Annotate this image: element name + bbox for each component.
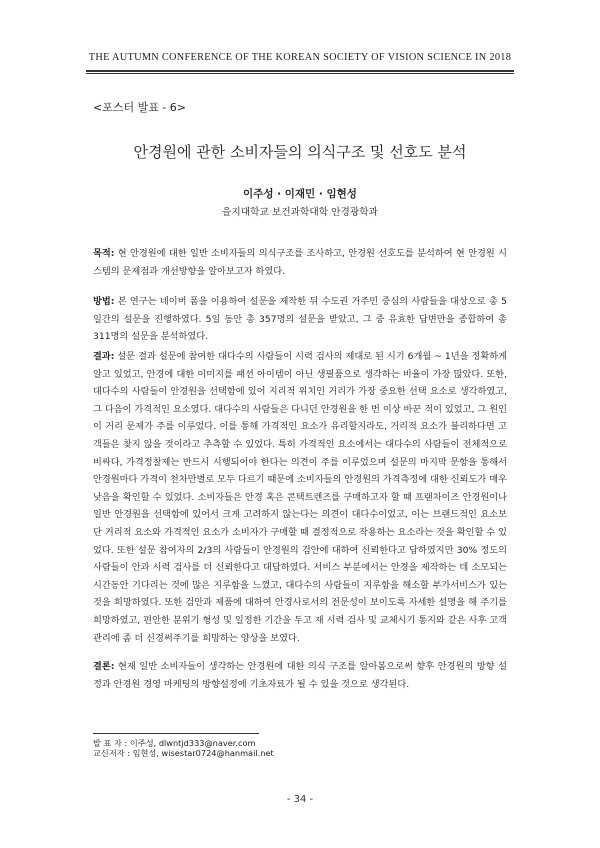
page-number: - 34 -	[286, 794, 314, 805]
purpose-text: 현 안경원에 대한 일반 소비자들의 의식구조를 조사하고, 안경원 선호도를 분석하여 현 안경원 시스템의 문제점과 개선방향을 알아보고자 하였다.	[93, 248, 507, 277]
conference-header: THE AUTUMN CONFERENCE OF THE KOREAN SOCIETY OF VISION SCIENCE IN 2018	[88, 52, 512, 63]
header-rule-thin	[86, 73, 514, 74]
paper-title: 안경원에 관한 소비자들의 의식구조 및 선호도 분석	[133, 143, 467, 161]
session-label: <포스터 발표 - 6>	[93, 101, 187, 114]
footnote-presenter: 발 표 자 : 이주성, dlwntjd333@naver.com	[93, 738, 256, 748]
affiliation: 을지대학교 보건과학대학 안경광학과	[222, 207, 378, 218]
authors: 이주성 · 이재민 · 임현성	[243, 188, 357, 200]
result-label: 결과:	[93, 351, 115, 362]
conclusion-section	[93, 658, 507, 693]
header-rule-thick	[86, 70, 514, 72]
method-text: 본 연구는 네이버 폼을 이용하여 설문을 제작한 뒤 수도권 거주민 중심의 사람들을 대상으로 총 5일간의 설문을 진행하였다. 5일 동안 총 357명의 설문을 받았고, 그 중 유효한 답변만을 종합하여 총 311명의 설문을 분석하였다.	[93, 296, 507, 343]
conclusion-text: 현재 일반 소비자들이 생각하는 안경원에 대한 의식 구조를 알아봄으로써 향후 안경원의 방향 설정과 안경원 경영 마케팅의 방향설정에 기초자료가 될 수 있을 것으로 생각된다.	[93, 661, 507, 690]
purpose-label: 목적:	[93, 248, 115, 259]
method-label: 방법:	[93, 296, 115, 307]
result-text: 설문 결과 설문에 참여한 대다수의 사람들이 시력 검사의 제대로 된 시기 6개월 ~ 1년을 정확하게 알고 있었고, 안경에 대한 이미지를 패션 아이템이 아닌 생필품으로 생각하는 비율이 가장 많았다. 또한, 대다수의 사람들이 안경원을 선택함에 있어 지리적 위치인 거리가 가장 중요한 선택 요소로 생각하였고, 그 다음이 가격적인 요소였다. 대다수의 사람들은 다니던 안경원을 한 번 이상 바꾼 적이 있었고, 그 원인이 거리 문제가 주를 이루었다. 이를 통해 가격적인 요소가 유리할지라도, 거리적 요소가 불리하다면 고객들은 찾지 않을 것이라고 추측할 수 있었다. 특히 가격적인 요소에서는 대다수의 사람들이 전체적으로 비싸다, 가격정찰제는 반드시 시행되어야 한다는 의견이 주를 이루었으며 설문의 마지막 문항을 통해서 안경원마다 가격이 천차만별로 모두 다르기 때문에 소비자들의 안경원의 가격측정에 대한 신뢰도가 매우 낮음을 확인할 수 있었다. 소비자들은 안경 혹은 콘택트렌즈를 구매하고자 할 때 프랜차이즈 안경원이나 일반 안경원을 선택함에 있어서 크게 고려하지 않는다는 의견이 대다수이었고, 이는 브랜드적인 요소보단 거리적 요소와 가격적인 요소가 소비자가 구매할 때 결정적으로 작용하는 요소라는 것을 확인할 수 있었다. 또한 설문 참여자의 2/3의 사람들이 안경원의 검안에 대하여 신뢰한다고 답하였지만 30% 정도의 사람들이 안과 시력 검사를 더 신뢰한다고 대답하였다. 서비스 부분에서는 안경을 제작하는 데 소모되는 시간동안 기다리는 것에 많은 지루함을 느꼈고, 대다수의 사람들이 지루함을 해소할 부가서비스가 있는 것을 희망하였다. 또한 검안과 제품에 대하여 안경사로서의 전문성이 보이도록 자세한 설명을 해 주기를 희망하였고, 편안한 분위기 형성 및 일정한 기간을 두고 재 시력 검사 및 교체시기 통지와 같은 사후 고객 관리에 좀 더 신경써주기를 희망하는 양상을 보였다.	[93, 351, 507, 644]
footnote-corresponding: 교신저자 : 임현성, wisestar0724@hanmail.net	[93, 748, 274, 758]
conclusion-label: 결론:	[93, 661, 115, 672]
method-section	[93, 293, 507, 346]
purpose-section	[93, 245, 507, 280]
footnote-rule	[93, 733, 259, 734]
result-section	[93, 348, 507, 647]
